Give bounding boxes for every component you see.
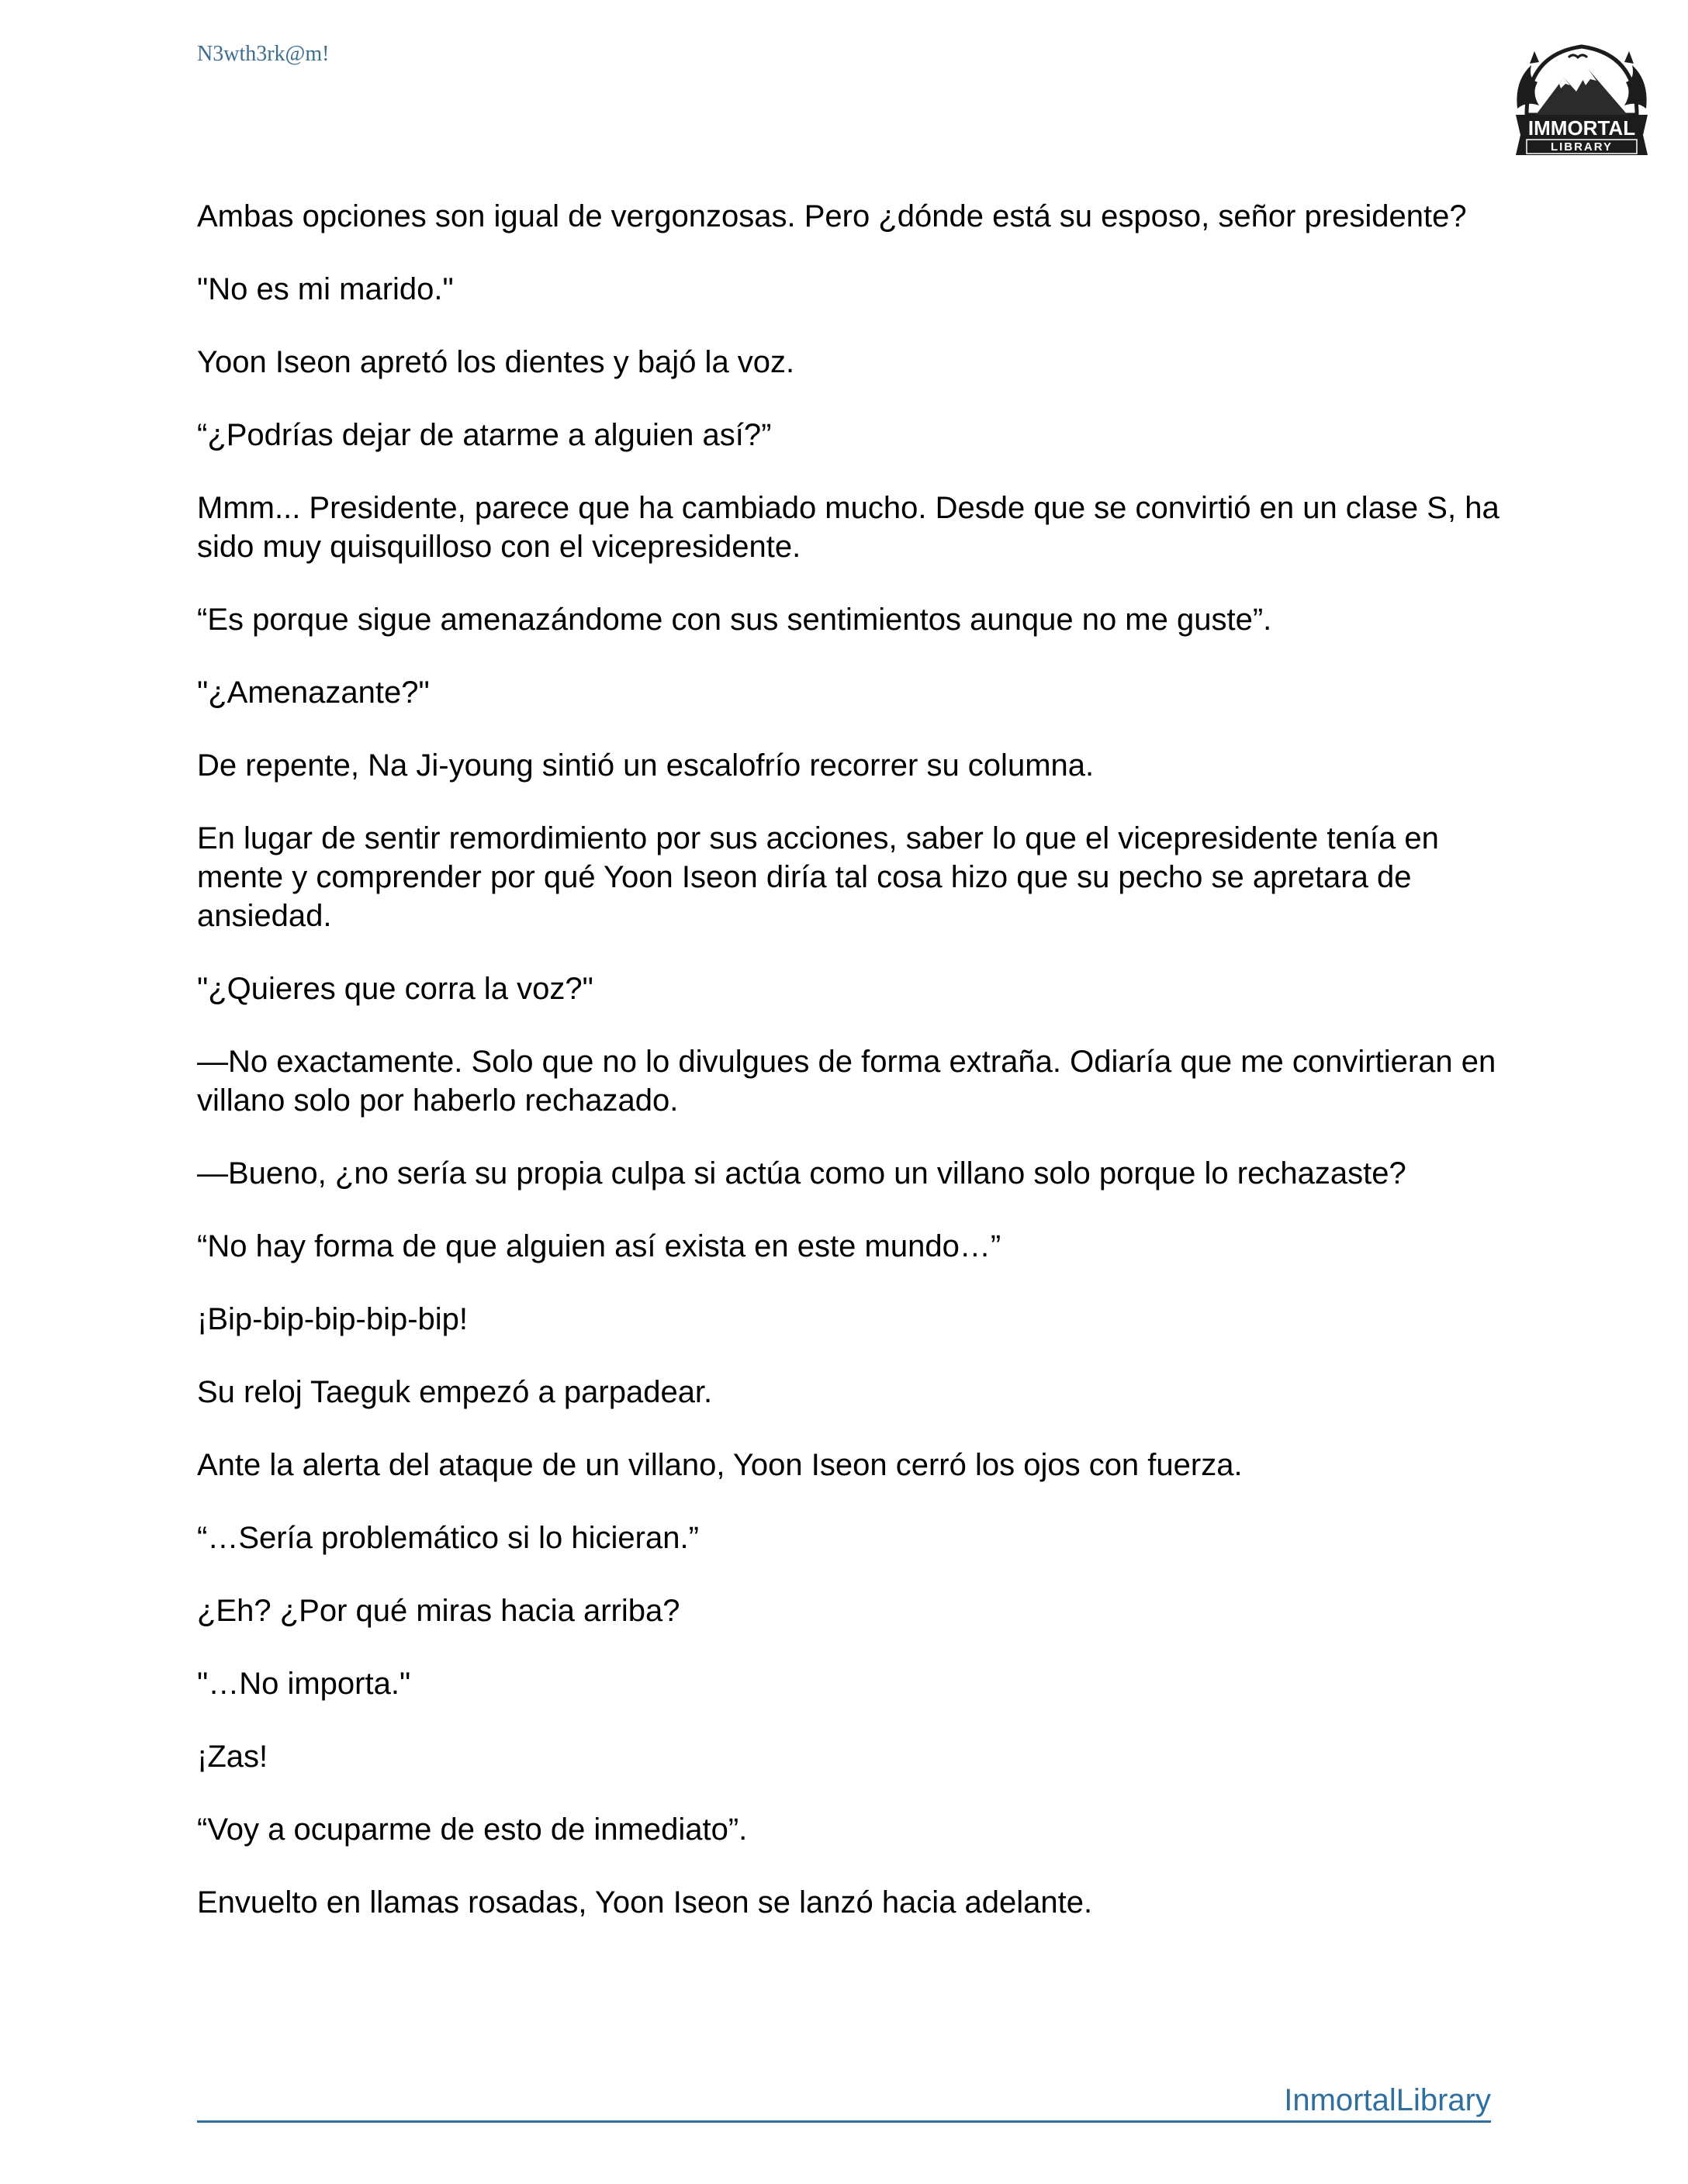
paragraph: —Bueno, ¿no sería su propia culpa si actúa como un villano solo porque lo rechazaste?	[197, 1156, 1406, 1190]
paragraph: —No exactamente. Solo que no lo divulgues de forma extraña. Odiaría que me convirtieran en villano solo por haberlo rechazado.	[197, 1045, 1496, 1118]
paragraph: “Es porque sigue amenazándome con sus sentimientos aunque no me guste”.	[197, 603, 1272, 637]
paragraph: "…No importa."	[197, 1667, 411, 1701]
footer	[197, 2082, 1491, 2123]
paragraph: “…Sería problemático si lo hicieran.”	[197, 1521, 699, 1555]
paragraph: “¿Podrías dejar de atarme a alguien así?”	[197, 418, 772, 452]
paragraph: Mmm... Presidente, parece que ha cambiado mucho. Desde que se convirtió en un clase S, ha sido muy quisquilloso con el vicepresidente.	[197, 491, 1499, 564]
document-body	[197, 197, 1500, 1956]
paragraph: “No hay forma de que alguien así exista en este mundo…”	[197, 1229, 1001, 1263]
paragraph: Envuelto en llamas rosadas, Yoon Iseon se lanzó hacia adelante.	[197, 1885, 1093, 1920]
paragraph: ¿Eh? ¿Por qué miras hacia arriba?	[197, 1594, 680, 1628]
logo-title-line2: LIBRARY	[1550, 140, 1614, 154]
immortal-library-logo	[1511, 34, 1652, 160]
paragraph: Yoon Iseon apretó los dientes y bajó la voz.	[197, 345, 795, 379]
paragraph: ¡Zas!	[197, 1740, 268, 1774]
paragraph: Ambas opciones son igual de vergonzosas. Pero ¿dónde está su esposo, señor presidente?	[197, 199, 1467, 233]
paragraph: Ante la alerta del ataque de un villano, Yoon Iseon cerró los ojos con fuerza.	[197, 1448, 1243, 1482]
paragraph: "¿Quieres que corra la voz?"	[197, 972, 593, 1006]
paragraph: "No es mi marido."	[197, 272, 454, 306]
paragraph: De repente, Na Ji-young sintió un escalofrío recorrer su columna.	[197, 748, 1095, 783]
header-watermark: N3wth3rk@m!	[197, 42, 330, 66]
logo-title-line1: IMMORTAL	[1527, 116, 1636, 140]
paragraph: En lugar de sentir remordimiento por sus acciones, saber lo que el vicepresidente tenía en mente y comprender por qué Yoon Iseon diría tal cosa hizo que su pecho se apretara de ansiedad.	[197, 821, 1439, 933]
paragraph: ¡Bip-bip-bip-bip-bip!	[197, 1302, 469, 1336]
paragraph: “Voy a ocuparme de esto de inmediato”.	[197, 1813, 748, 1847]
paragraph: Su reloj Taeguk empezó a parpadear.	[197, 1375, 713, 1409]
paragraph: "¿Amenazante?"	[197, 676, 430, 710]
footer-link[interactable]: InmortalLibrary	[1284, 2083, 1491, 2117]
